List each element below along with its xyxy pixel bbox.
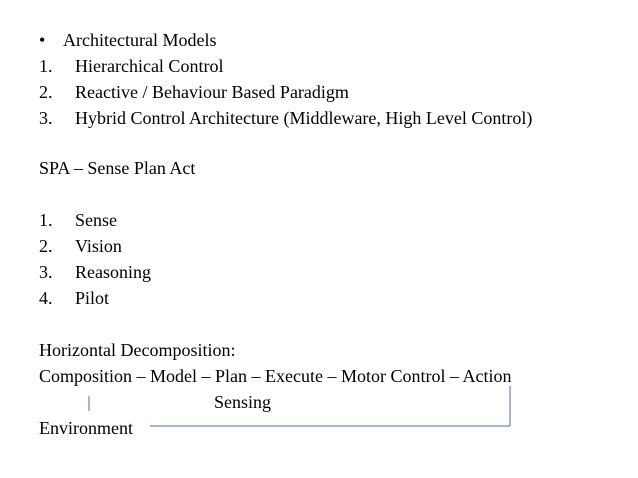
decomposition-heading: Horizontal Decomposition: bbox=[39, 340, 236, 360]
spa-heading: SPA – Sense Plan Act bbox=[39, 158, 196, 178]
list-text: Hierarchical Control bbox=[75, 56, 224, 76]
models-heading: Architectural Models bbox=[63, 30, 217, 50]
list-text: Hybrid Control Architecture (Middleware, High Level Control) bbox=[75, 108, 533, 128]
list-number: 2. bbox=[39, 82, 53, 102]
list-number: 1. bbox=[39, 56, 53, 76]
list-number: 3. bbox=[39, 262, 53, 282]
list-number: 2. bbox=[39, 236, 53, 256]
environment-label: Environment bbox=[39, 418, 133, 438]
sensing-label: Sensing bbox=[214, 392, 272, 412]
list-number: 1. bbox=[39, 210, 53, 230]
list-text: Vision bbox=[75, 236, 122, 256]
list-text: Reasoning bbox=[75, 262, 151, 282]
list-number: 4. bbox=[39, 288, 53, 308]
list-text: Pilot bbox=[75, 288, 110, 308]
list-number: 3. bbox=[39, 108, 53, 128]
bullet-mark: • bbox=[39, 30, 46, 50]
list-text: Sense bbox=[75, 210, 117, 230]
decomposition-chain: Composition – Model – Plan – Execute – Motor Control – Action bbox=[39, 366, 512, 386]
list-text: Reactive / Behaviour Based Paradigm bbox=[75, 82, 349, 102]
